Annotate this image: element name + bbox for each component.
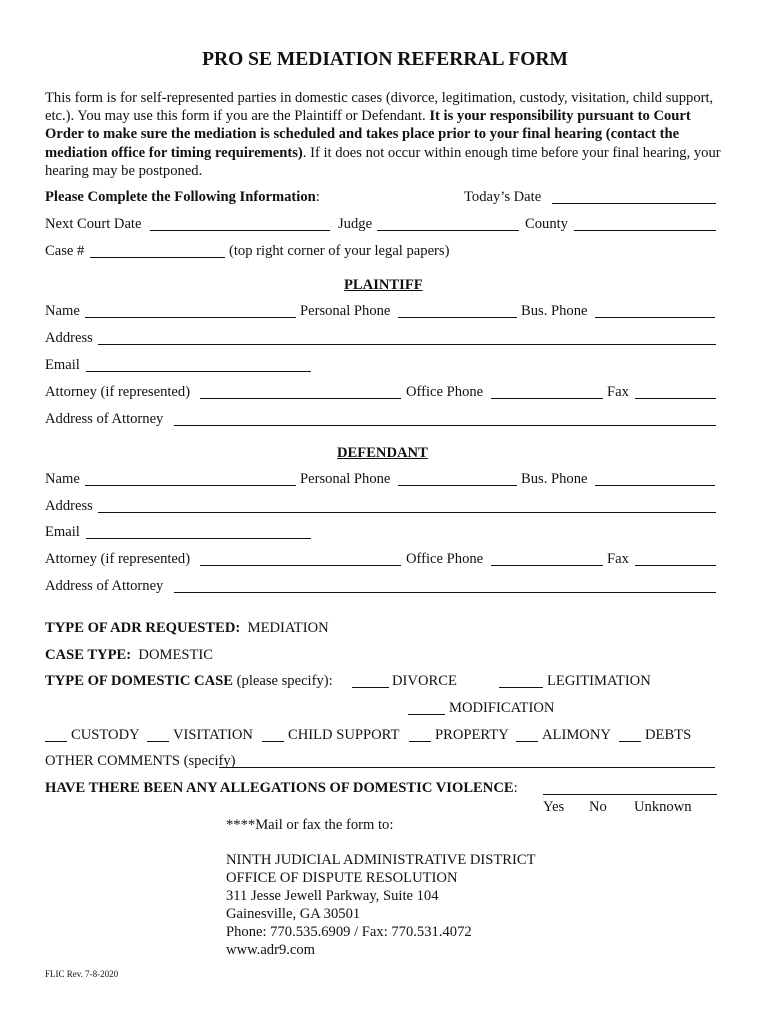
case-type-label: CASE TYPE: <box>45 647 132 663</box>
defendant-address-field[interactable] <box>98 512 716 513</box>
todays-date-label: Today’s Date <box>464 189 542 205</box>
county-label: County <box>525 216 568 232</box>
other-comments-field[interactable] <box>219 767 715 768</box>
domestic-case-row <box>45 672 333 690</box>
intro-text-2: . If it does not occur within enough time before your final hearing, your hearing may be postponed. <box>45 144 721 179</box>
case-number-hint: (top right corner of your legal papers) <box>229 243 450 259</box>
alimony-option: ALIMONY <box>542 727 611 743</box>
defendant-attorney-address-field[interactable] <box>174 592 716 593</box>
plaintiff-attorney-field[interactable] <box>200 398 401 399</box>
form-title: PRO SE MEDIATION REFERRAL FORM <box>202 49 568 70</box>
defendant-fax-label: Fax <box>607 551 629 567</box>
dv-question: HAVE THERE BEEN ANY ALLEGATIONS OF DOMESTIC VIOLENCE: <box>45 780 518 796</box>
case-number-label: Case # <box>45 243 85 259</box>
plaintiff-fax-label: Fax <box>607 384 629 400</box>
defendant-address-label: Address <box>45 498 93 514</box>
mail-line-city: Gainesville, GA 30501 <box>226 906 361 922</box>
intro-text-bold: It is your responsibility pursuant to Court Order to make sure the mediation is scheduled and takes place prior to your final hearing (contact the mediation office for timing requirements) <box>45 108 691 161</box>
divorce-checkline[interactable] <box>352 687 389 688</box>
judge-field[interactable] <box>377 230 519 231</box>
property-option: PROPERTY <box>435 727 509 743</box>
child-support-checkline[interactable] <box>262 741 284 742</box>
todays-date-field[interactable] <box>552 203 716 204</box>
plaintiff-email-field[interactable] <box>86 371 311 372</box>
plaintiff-fax-field[interactable] <box>635 398 716 399</box>
visitation-option: VISITATION <box>173 727 253 743</box>
plaintiff-address-label: Address <box>45 330 93 346</box>
legitimation-checkline[interactable] <box>499 687 543 688</box>
next-court-date-field[interactable] <box>150 230 330 231</box>
modification-option: MODIFICATION <box>449 700 555 716</box>
defendant-attorney-field[interactable] <box>200 565 401 566</box>
defendant-bus-phone-label: Bus. Phone <box>521 471 588 487</box>
defendant-name-label: Name <box>45 471 80 487</box>
plaintiff-attorney-address-field[interactable] <box>174 425 716 426</box>
dv-answer-field[interactable] <box>543 794 717 795</box>
defendant-heading: DEFENDANT <box>337 445 428 461</box>
child-support-option: CHILD SUPPORT <box>288 727 400 743</box>
defendant-personal-phone-field[interactable] <box>398 485 517 486</box>
domestic-case-label: TYPE OF DOMESTIC CASE <box>45 673 233 689</box>
mail-line-office: OFFICE OF DISPUTE RESOLUTION <box>226 870 458 886</box>
defendant-name-field[interactable] <box>85 485 296 486</box>
case-type-value: DOMESTIC <box>138 647 213 663</box>
adr-type-label: TYPE OF ADR REQUESTED: <box>45 620 241 636</box>
plaintiff-bus-phone-label: Bus. Phone <box>521 303 588 319</box>
plaintiff-heading: PLAINTIFF <box>344 277 423 293</box>
mail-line-district: NINTH JUDICIAL ADMINISTRATIVE DISTRICT <box>226 852 536 868</box>
intro-text-1: This form is for self-represented parties in domestic cases (divorce, legitimation, custody, visitation, child support, etc.). You may use this form if you are the Plaintiff or Defendant. <box>45 90 714 125</box>
plaintiff-email-label: Email <box>45 357 80 373</box>
defendant-office-phone-label: Office Phone <box>406 551 484 567</box>
visitation-checkline[interactable] <box>147 741 169 742</box>
divorce-option: DIVORCE <box>392 673 457 689</box>
plaintiff-attorney-label: Attorney (if represented) <box>45 384 191 400</box>
defendant-office-phone-field[interactable] <box>491 565 603 566</box>
plaintiff-bus-phone-field[interactable] <box>595 317 715 318</box>
property-checkline[interactable] <box>409 741 431 742</box>
plaintiff-office-phone-label: Office Phone <box>406 384 484 400</box>
debts-checkline[interactable] <box>619 741 641 742</box>
intro-paragraph <box>45 89 725 180</box>
defendant-bus-phone-field[interactable] <box>595 485 715 486</box>
defendant-attorney-label: Attorney (if represented) <box>45 551 191 567</box>
plaintiff-attorney-address-label: Address of Attorney <box>45 411 164 427</box>
defendant-fax-field[interactable] <box>635 565 716 566</box>
alimony-checkline[interactable] <box>516 741 538 742</box>
plaintiff-personal-phone-field[interactable] <box>398 317 517 318</box>
plaintiff-office-phone-field[interactable] <box>491 398 603 399</box>
other-comments-label: OTHER COMMENTS (specify) <box>45 753 236 769</box>
info-heading: Please Complete the Following Information: <box>45 189 320 205</box>
defendant-email-field[interactable] <box>86 538 311 539</box>
mail-line-website[interactable]: www.adr9.com <box>226 942 316 958</box>
plaintiff-name-label: Name <box>45 303 80 319</box>
case-number-field[interactable] <box>90 257 225 258</box>
defendant-personal-phone-label: Personal Phone <box>300 471 391 487</box>
dv-option-no: No <box>589 799 607 815</box>
plaintiff-address-field[interactable] <box>98 344 716 345</box>
domestic-case-hint: (please specify): <box>236 673 333 689</box>
legitimation-option: LEGITIMATION <box>547 673 651 689</box>
mail-line-phone-fax: Phone: 770.535.6909 / Fax: 770.531.4072 <box>226 924 472 940</box>
dv-option-yes: Yes <box>543 799 565 815</box>
defendant-attorney-address-label: Address of Attorney <box>45 578 164 594</box>
footer-revision: FLIC Rev. 7-8-2020 <box>45 969 119 979</box>
plaintiff-name-field[interactable] <box>85 317 296 318</box>
adr-type-value: MEDIATION <box>247 620 329 636</box>
case-type-row <box>45 646 213 664</box>
modification-checkline[interactable] <box>408 714 445 715</box>
mail-line-street: 311 Jesse Jewell Parkway, Suite 104 <box>226 888 439 904</box>
custody-option: CUSTODY <box>71 727 140 743</box>
mail-instruction: ****Mail or fax the form to: <box>226 817 394 833</box>
custody-checkline[interactable] <box>45 741 67 742</box>
debts-option: DEBTS <box>645 727 692 743</box>
next-court-date-label: Next Court Date <box>45 216 142 232</box>
adr-type-row <box>45 619 329 637</box>
defendant-email-label: Email <box>45 524 80 540</box>
judge-label: Judge <box>338 216 373 232</box>
plaintiff-personal-phone-label: Personal Phone <box>300 303 391 319</box>
county-field[interactable] <box>574 230 716 231</box>
dv-option-unknown: Unknown <box>634 799 692 815</box>
